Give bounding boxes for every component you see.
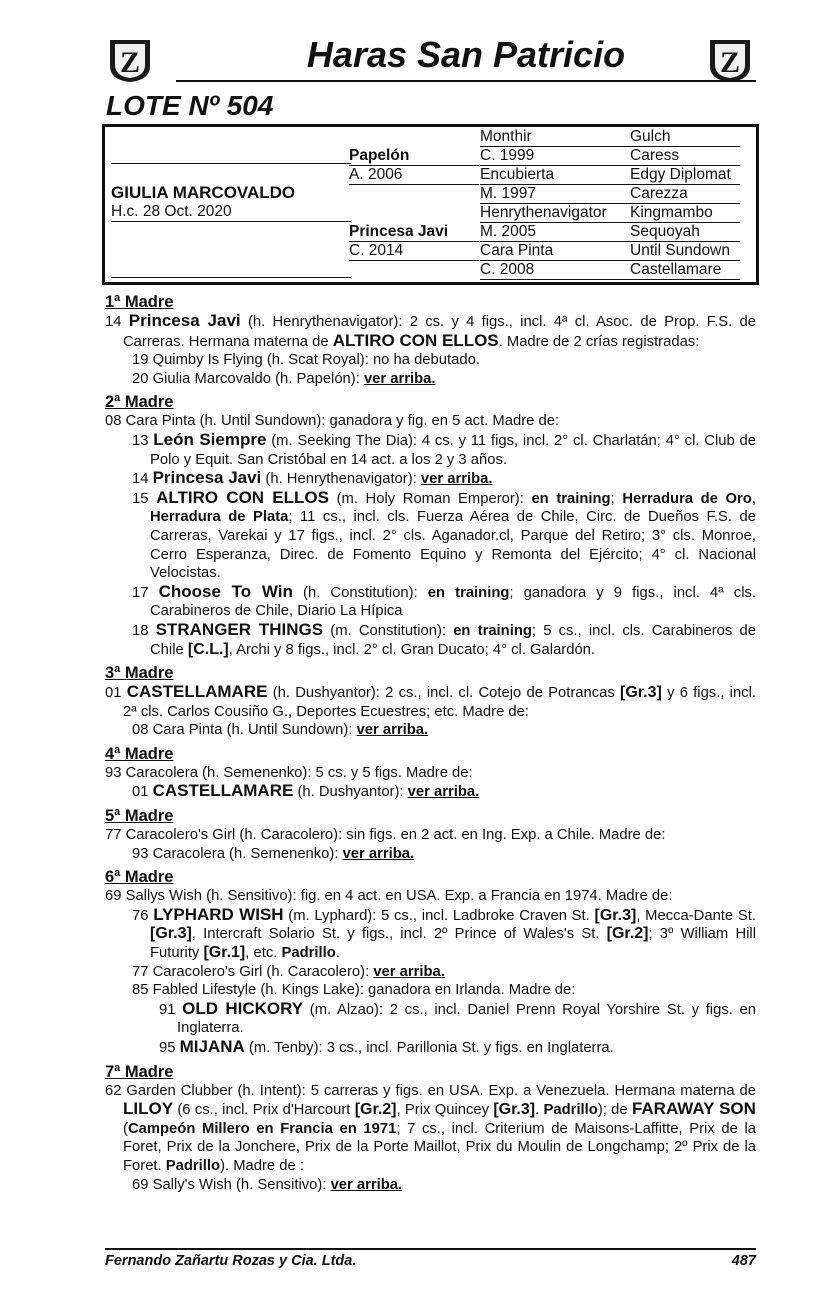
pedigree-line	[111, 145, 351, 164]
ancestor: Carezza	[630, 185, 740, 204]
ancestor: Gulch	[630, 128, 740, 147]
grandsire-dam-info: M. 2005	[480, 223, 630, 242]
publisher-name: Fernando Zañartu Rozas y Cia. Ltda.	[105, 1253, 357, 1269]
ancestor: Sequoyah	[630, 223, 740, 242]
section-title: 2ª Madre	[105, 393, 174, 412]
ancestor: Edgy Diplomat	[630, 166, 740, 185]
grandsire-sire: Monthir	[480, 128, 630, 147]
header-divider	[176, 80, 756, 82]
page-title: Haras San Patricio	[306, 34, 626, 75]
first-dam-section	[105, 292, 756, 388]
produce-entry: 77 Caracolero's Girl (h. Caracolero): sin figs. en 2 act. en Ing. Exp. a Chile. Madre de:	[105, 827, 666, 844]
produce-entry: 62 Garden Clubber (h. Intent): 5 carreras y figs. en USA. Exp. a Venezuela. Hermana materna de LILOY (6 cs., incl. Prix d'Harcourt [Gr.2], Prix Quincey [Gr.3]. Padrillo); de FARAWAY SON (Campeón Millero en Francia en 1971; 7 cs., incl. Criterium de Maisons-Laffitte, Prix de la Foret, Prix de la Jonchere, Prix de la Porte Maillot, Prix du Moulin de Longchamp; 2º Prix de la Foret. Padrillo). Madre de :	[105, 1082, 757, 1174]
produce-entry: 95 MIJANA (m. Tenby): 3 cs., incl. Parillonia St. y figs. en Inglaterra.	[159, 1037, 614, 1056]
see-above-link: ver arriba.	[420, 471, 493, 488]
produce-entry: 91 OLD HICKORY (m. Alzao): 2 cs., incl. Daniel Prenn Royal Yorshire St. y figs. en Inglaterra.	[159, 998, 756, 1037]
lot-number: LOTE Nº 504	[106, 90, 274, 121]
see-above-link: ver arriba.	[342, 845, 415, 862]
ancestor: Castellamare	[630, 261, 740, 280]
horse-info: H.c. 28 Oct. 2020	[111, 203, 351, 222]
horse-name: GIULIA MARCOVALDO	[111, 183, 296, 202]
produce-entry: 77 Caracolero's Girl (h. Caracolero): ver arriba.	[132, 963, 445, 980]
produce-entry: 76 LYPHARD WISH (m. Lyphard): 5 cs., incl. Ladbroke Craven St. [Gr.3], Mecca-Dante St. [Gr.3], Intercraft Solario St. y figs., incl. 2º Prince of Wales's St. [Gr.2]; 3º William Hill Futurity [Gr.1], etc. Padrillo.	[132, 904, 756, 962]
produce-entry: 69 Sally's Wish (h. Sensitivo): ver arriba.	[132, 1176, 403, 1193]
fourth-dam-section	[105, 744, 756, 802]
sixth-dam-section	[105, 867, 756, 1057]
haras-logo	[706, 36, 754, 84]
produce-entry: 13 León Siempre (m. Seeking The Dia): 4 cs. y 11 figs, incl. 2° cl. Charlatán; 4° cl. Club de Polo y Equit. San Cristóbal en 14 act. a los 2 y 3 años.	[132, 429, 756, 468]
see-above-link: ver arriba.	[330, 1176, 403, 1193]
granddam-dam: Cara Pinta	[480, 242, 630, 261]
produce-entry: 14 Princesa Javi (h. Henrythenavigator): ver arriba.	[132, 468, 493, 488]
produce-entry: 93 Caracolera (h. Semenenko): ver arriba.	[132, 845, 415, 862]
pedigree-line	[111, 259, 351, 278]
sire-name: Papelón	[349, 147, 479, 166]
section-title: 7ª Madre	[105, 1062, 174, 1081]
ancestor: Caress	[630, 147, 740, 166]
section-title: 6ª Madre	[105, 868, 174, 887]
see-above-link: ver arriba.	[373, 963, 445, 980]
section-title: 1ª Madre	[105, 293, 174, 311]
section-title: 4ª Madre	[105, 744, 174, 763]
see-above-link: ver arriba.	[356, 722, 429, 739]
produce-entry: 19 Quimby Is Flying (h. Scat Royal): no ha debutado.	[132, 352, 480, 369]
seventh-dam-section	[105, 1062, 756, 1195]
produce-entry: 93 Caracolera (h. Semenenko): 5 cs. y 5 figs. Madre de:	[105, 764, 473, 781]
produce-entry: 01 CASTELLAMARE (h. Dushyantor): ver arriba.	[132, 781, 480, 801]
produce-entry: 08 Cara Pinta (h. Until Sundown): ganadora y fig. en 5 act. Madre de:	[105, 413, 560, 430]
produce-entry: 01 CASTELLAMARE (h. Dushyantor): 2 cs., incl. cl. Cotejo de Potrancas [Gr.3] y 6 figs., incl. 2ª cls. Carlos Cousiño G., Deportes Ecuestres; etc. Madre de:	[105, 682, 756, 720]
svg-text:Z: Z	[119, 46, 141, 79]
see-above-link: ver arriba.	[407, 784, 480, 801]
produce-entry: 69 Sallys Wish (h. Sensitivo): fig. en 4 act. en USA. Exp. a Francia en 1974. Madre de:	[105, 888, 673, 905]
fifth-dam-section	[105, 806, 756, 863]
produce-entry: 18 STRANGER THINGS (m. Constitution): en training; 5 cs., incl. cls. Carabineros de Chile [C.L.], Archi y 8 figs., incl. 2° cl. Gran Ducato; 4° cl. Galardón.	[132, 619, 756, 658]
section-title: 5ª Madre	[105, 807, 174, 826]
produce-entry: 14 Princesa Javi (h. Henrythenavigator): 2 cs. y 4 figs., incl. 4ª cl. Asoc. de Prop. F.S. de Carreras. Hermana materna de ALTIRO CON ELLOS. Madre de 2 crías registradas:	[105, 311, 756, 350]
granddam-info: M. 1997	[480, 185, 630, 204]
page-number: 487	[731, 1253, 756, 1269]
produce-entry: 20 Giulia Marcovaldo (h. Papelón): ver arriba.	[132, 370, 436, 387]
section-title: 3ª Madre	[105, 664, 174, 683]
granddam-dam-info: C. 2008	[480, 261, 630, 280]
footer-divider	[105, 1248, 756, 1250]
grandsire-info: C. 1999	[480, 147, 630, 166]
haras-logo	[106, 36, 154, 84]
second-dam-section	[105, 392, 756, 659]
grandsire-dam: Henrythenavigator	[480, 204, 630, 223]
dam-name: Princesa Javi	[349, 223, 479, 242]
ancestor: Until Sundown	[630, 242, 740, 261]
dam-lines	[105, 292, 756, 1198]
svg-text:Z: Z	[719, 46, 741, 79]
see-above-link: ver arriba.	[363, 370, 436, 387]
sire-info: A. 2006	[349, 166, 479, 185]
produce-entry: 17 Choose To Win (h. Constitution): en training; ganadora y 9 figs., incl. 4ª cls. Carabineros de Chile, Diario La Hípica	[132, 581, 756, 620]
produce-entry: 15 ALTIRO CON ELLOS (m. Holy Roman Emperor): en training; Herradura de Oro, Herradura de Plata; 11 cs., incl. cls. Fuerza Aérea de Chile, Circ. de Dueños F.S. de Carreras, Varekai y 17 figs., incl. 2° cls. Aganador.cl, Parque del Retiro; 3° cls. Monroe, Cerro Esperanza, Direc. de Fomento Equino y Remonta del Ejército; 4° cl. Nacional Velocistas.	[132, 487, 756, 582]
ancestor: Kingmambo	[630, 204, 740, 223]
dam-info: C. 2014	[349, 242, 479, 261]
produce-entry: 08 Cara Pinta (h. Until Sundown): ver arriba.	[132, 722, 429, 739]
produce-entry: 85 Fabled Lifestyle (h. Kings Lake): ganadora en Irlanda. Madre de:	[132, 982, 576, 999]
pedigree-table	[102, 124, 759, 285]
third-dam-section	[105, 663, 756, 740]
granddam-sire: Encubierta	[480, 166, 630, 185]
